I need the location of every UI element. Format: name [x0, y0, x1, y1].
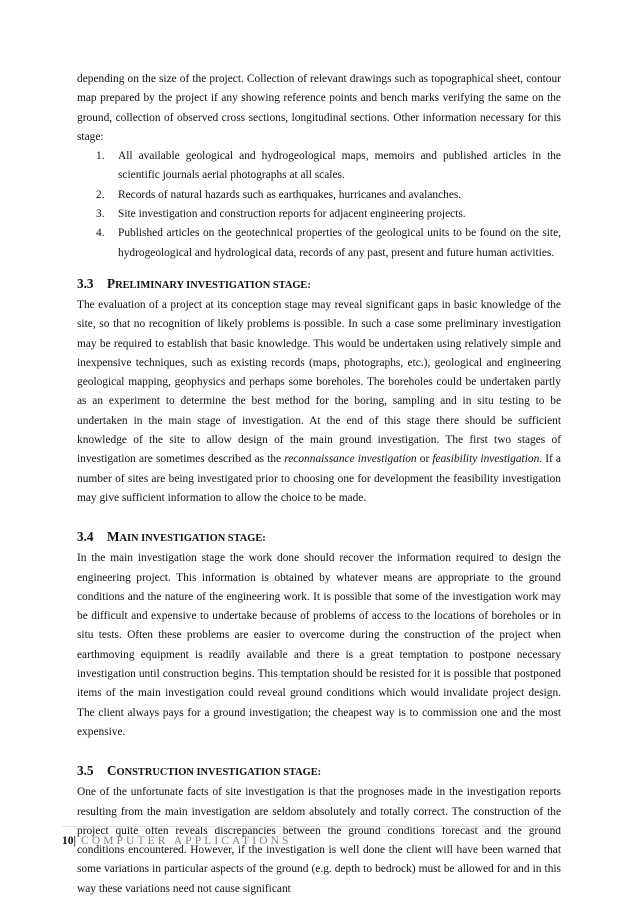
list-item-text: Published articles on the geotechnical properties of the geological units to be found on the site, hydrogeological and hydrological data, records of any past, present and future human activities.	[118, 227, 561, 259]
document-page	[77, 70, 561, 899]
section-3-3-paragraph	[77, 296, 561, 508]
list-item	[77, 224, 561, 263]
page-number: 10	[62, 835, 74, 847]
list-item-text: Site investigation and construction reports for adjacent engineering projects.	[118, 208, 466, 221]
section-heading-3-4	[77, 527, 561, 549]
section-title-rest: AIN INVESTIGATION STAGE:	[119, 533, 266, 545]
paragraph-text: or	[416, 453, 433, 466]
list-item	[77, 205, 561, 224]
section-number: 3.4	[77, 529, 94, 545]
section-title-rest: ONSTRUCTION INVESTIGATION STAGE:	[116, 767, 322, 779]
section-number: 3.5	[77, 763, 94, 779]
paragraph-text: . If a number of sites are being investigated prior to choosing one for development the feasibility investigation may give sufficient information to allow the choice to be made.	[77, 453, 561, 504]
section-3-4-paragraph: In the main investigation stage the work done should recover the information required to design the engineering project. This information is obtained by whatever means are appropriate to the ground conditions and the nature of the engineering work. It is possible that some of the investigation work may be difficult and expensive to undertake because of problems of access to the locations of boreholes or in situ tests. Often these problems are easier to overcome during the construction of the project when earthmoving equipment is readily available and there is a great temptation to postpone necessary investigation until construction begins. This temptation should be resisted for it is possible that postponed items of the main investigation could reveal ground conditions which would invalidate project design. The client always pays for a ground investigation; the cheapest way is to commission one and the most expensive.	[77, 552, 561, 738]
section-3-5-paragraph: One of the unfortunate facts of site investigation is that the prognoses made in the investigation reports resulting from the main investigation are seldom absolutely and totally correct. The construction of the project quite often reveals discrepancies between the ground conditions forecast and the ground conditions encountered. However, if the investigation is well done the client will have been warned that some variations in particular aspects of the ground (e.g. depth to bedrock) must be allowed for and in this way these variations need not cause significant	[77, 786, 561, 895]
list-item	[77, 147, 561, 186]
footer-separator: |	[73, 835, 77, 847]
italic-term: feasibility investigation	[432, 453, 540, 466]
section-title-initial: M	[107, 529, 120, 545]
list-item-number: 1.	[96, 150, 105, 163]
paragraph-text: The evaluation of a project at its conception stage may reveal significant gaps in basic knowledge of the site, so that no recognition of likely problems is possible. In such a case some preliminary investigation may be required to establish that basic knowledge. This would be undertaken using relatively simple and inexpensive techniques, such as existing records (maps, photographs, etc.), geological and engineering geological mapping, geophysics and perhaps some boreholes. The boreholes could be undertaken partly as an experiment to determine the best method for the boring, sampling and in situ testing to be undertaken in the main stage of investigation. At the end of this stage there should be sufficient knowledge of the site to allow design of the main ground investigation. The first two stages of investigation are sometimes described as the	[77, 298, 561, 466]
section-title-initial: P	[107, 275, 116, 291]
section-title-initial: C	[107, 763, 117, 779]
list-item-number: 4.	[96, 227, 105, 240]
list-item-text: All available geological and hydrogeological maps, memoirs and published articles in the scientific journals aerial photographs at all scales.	[118, 150, 561, 182]
information-list	[77, 147, 561, 263]
list-item-number: 2.	[96, 188, 105, 201]
italic-term: reconnaissance investigation	[284, 453, 417, 466]
running-title: COMPUTER APPLICATIONS	[81, 835, 292, 847]
list-item	[77, 186, 561, 205]
section-heading-3-3	[77, 274, 561, 296]
section-number: 3.3	[77, 275, 94, 291]
section-title-rest: RELIMINARY INVESTIGATION STAGE:	[115, 279, 311, 291]
footer-text	[62, 835, 561, 847]
intro-paragraph: depending on the size of the project. Collection of relevant drawings such as topographical sheet, contour map prepared by the project if any showing reference points and bench marks verifying the same on the ground, collection of observed cross sections, longitudinal sections. Other information necessary for this stage:	[77, 73, 561, 143]
list-item-text: Records of natural hazards such as earthquakes, hurricanes and avalanches.	[118, 188, 462, 201]
list-item-number: 3.	[96, 208, 105, 221]
section-heading-3-5	[77, 761, 561, 783]
page-footer	[62, 826, 561, 847]
